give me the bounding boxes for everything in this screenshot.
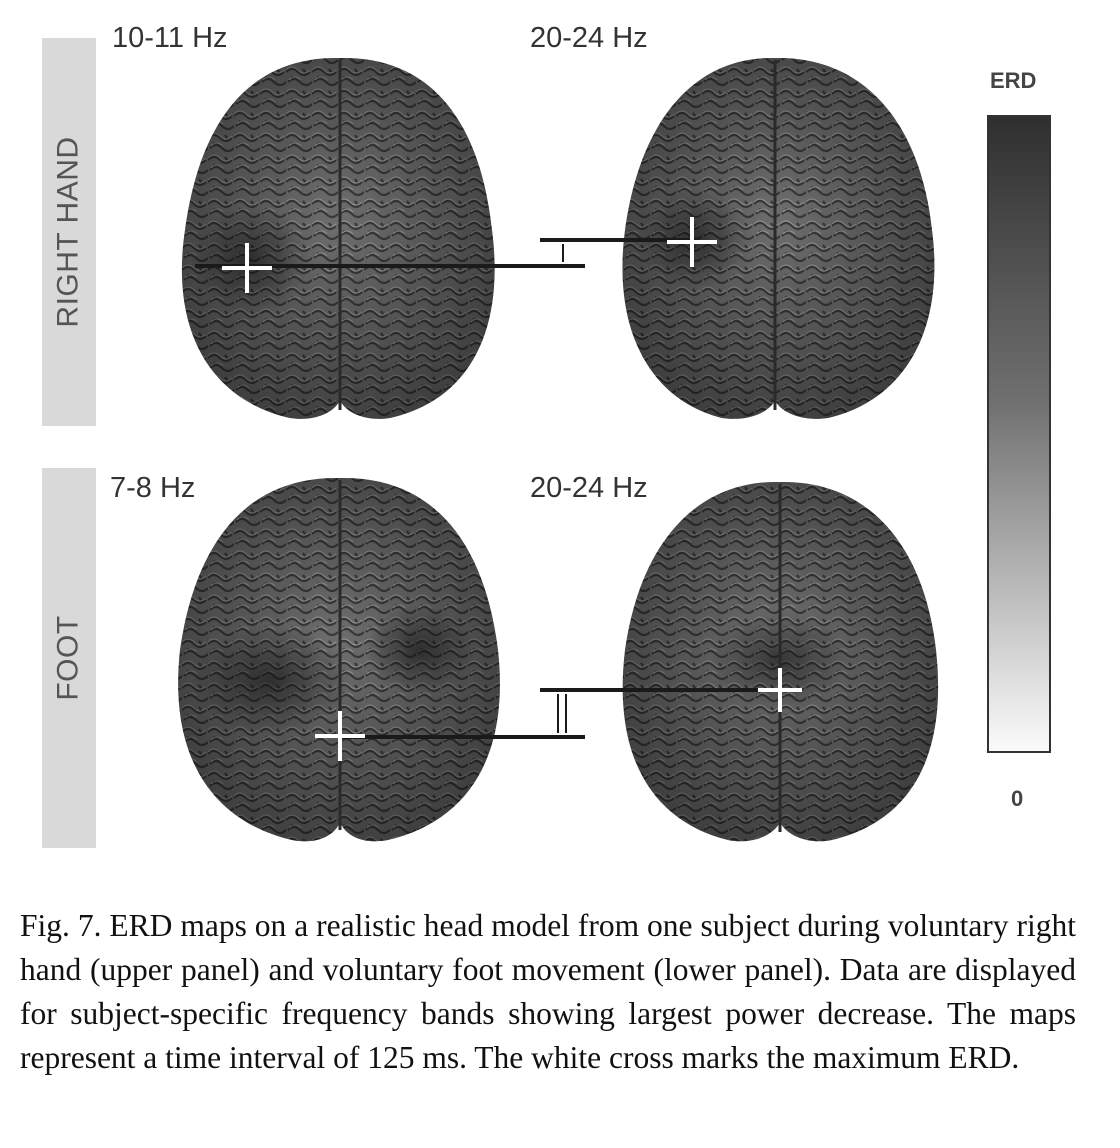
band-label-foot-right: 20-24 Hz (530, 472, 648, 504)
figure-caption: Fig. 7. ERD maps on a realistic head model from one subject during voluntary right hand (upper panel) and voluntary foot movement (lower panel). Data are displayed for subject-specific frequency bands showing largest power decrease. The maps represent a time interval of 125 ms. The white cross marks the maximum ERD. (20, 908, 1076, 1075)
row-label-text: FOOT (52, 615, 86, 701)
band-label-foot-left: 7-8 Hz (110, 472, 196, 504)
brain-foot-beta (623, 482, 938, 841)
band-label-hand-right: 20-24 Hz (530, 22, 648, 54)
row-label-text: RIGHT HAND (52, 136, 85, 328)
brain-foot-alpha (178, 478, 500, 841)
colorbar-title: ERD (990, 68, 1037, 93)
erd-colorbar (988, 116, 1050, 752)
brain-hand-alpha (182, 58, 495, 419)
colorbar-min-label: 0 (1011, 786, 1024, 811)
band-label-hand-left: 10-11 Hz (112, 22, 228, 54)
